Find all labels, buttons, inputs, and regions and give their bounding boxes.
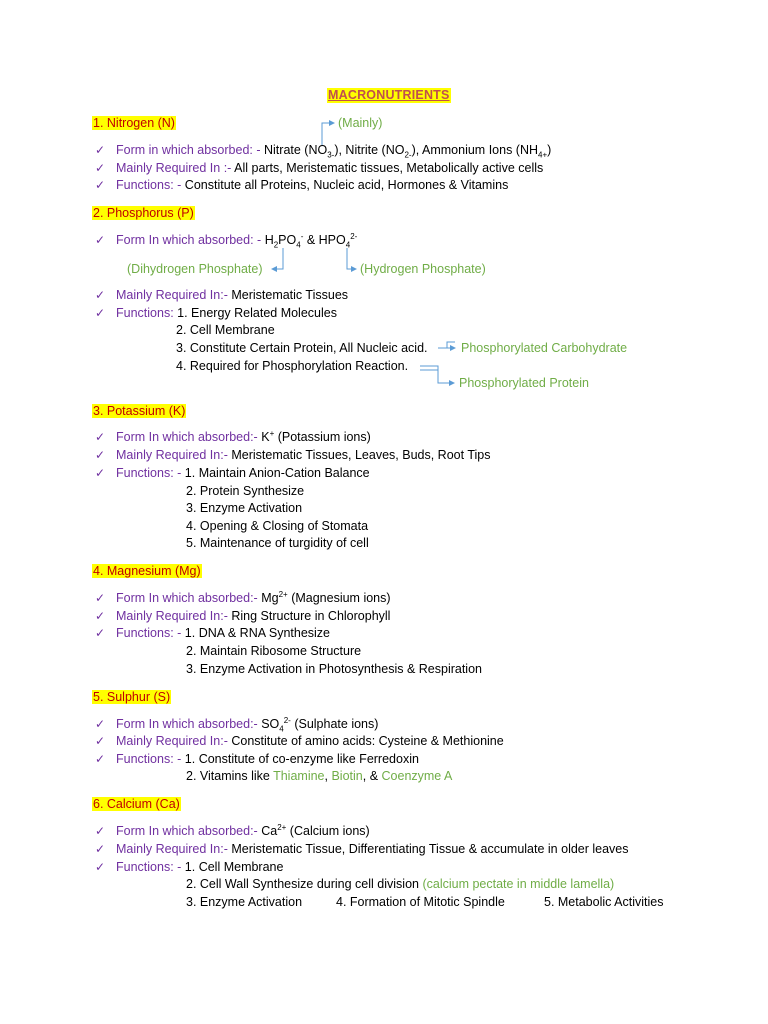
check-icon: ✓ [95, 448, 106, 462]
potassium-heading: 3. Potassium (K) [93, 404, 186, 418]
phosphorus-form-line: Form In which absorbed: - $H_2PO_4^-$ & $HPO_4^{2-}$ [116, 231, 358, 250]
check-icon: ✓ [95, 178, 106, 192]
check-icon: ✓ [95, 752, 106, 766]
phosphorus-function-item: 2. Cell Membrane [176, 323, 275, 337]
potassium-mainly-line: Mainly Required In:- Meristematic Tissues, Leaves, Buds, Root Tips [116, 448, 491, 462]
nitrogen-heading: 1. Nitrogen (N) [93, 116, 175, 130]
nitrogen-form-line: Form in which absorbed: - Nitrate $(NO_{3-})$, Nitrite $(NO_{2-})$, Ammonium Ions $(NH_{4+})$ [116, 143, 552, 160]
sulphur-function-item: 2. Vitamins like Thiamine, Biotin, & Coenzyme A [186, 769, 453, 783]
calcium-form-line: Form In which absorbed:- $Ca^{2+}$ (Calcium ions) [116, 822, 370, 838]
check-icon: ✓ [95, 734, 106, 748]
check-icon: ✓ [95, 306, 106, 320]
dihydrogen-phosphate-note: (Dihydrogen Phosphate) [127, 262, 263, 276]
magnesium-functions-label: Functions: - 1. DNA & RNA Synthesize [116, 626, 330, 640]
magnesium-mainly-line: Mainly Required In:- Ring Structure in Chlorophyll [116, 609, 391, 623]
phosphorylated-carbohydrate-note: Phosphorylated Carbohydrate [461, 341, 628, 355]
nitrogen-mainly-note: (Mainly) [338, 116, 383, 130]
calcium-function-item: 3. Enzyme Activation [186, 895, 303, 909]
check-icon: ✓ [95, 143, 106, 157]
check-icon: ✓ [95, 842, 106, 856]
sulphur-form-line: Form In which absorbed:- $SO_4^{2-}$ (Sulphate ions) [116, 715, 379, 734]
magnesium-function-item: 3. Enzyme Activation in Photosynthesis & Respiration [186, 662, 482, 676]
nitrogen-mainly-line: Mainly Required In :- All parts, Meristematic tissues, Metabolically active cells [116, 161, 544, 175]
potassium-form-line: Form In which absorbed:- K+ (Potassium ions) [116, 428, 371, 444]
calcium-heading: 6. Calcium (Ca) [93, 797, 180, 811]
check-icon: ✓ [95, 430, 106, 444]
calcium-function-item: 4. Formation of Mitotic Spindle [336, 895, 505, 909]
check-icon: ✓ [95, 609, 106, 623]
phosphorus-function-item: 4. Required for Phosphorylation Reaction. [176, 359, 409, 373]
sulphur-heading: 5. Sulphur (S) [93, 690, 171, 704]
calcium-mainly-line: Mainly Required In:- Meristematic Tissue, Differentiating Tissue & accumulate in older leaves [116, 842, 629, 856]
check-icon: ✓ [95, 860, 106, 874]
check-icon: ✓ [95, 233, 106, 247]
phosphorylated-protein-note: Phosphorylated Protein [459, 376, 589, 390]
page-title: MACRONUTRIENTS [328, 88, 450, 102]
check-icon: ✓ [95, 466, 106, 480]
dihydrogen-arrow [272, 248, 283, 269]
phosphorus-functions-label: Functions: 1. Energy Related Molecules [116, 306, 337, 320]
nitrogen-functions-line: Functions: - Constitute all Proteins, Nucleic acid, Hormones & Vitamins [116, 178, 509, 192]
magnesium-heading: 4. Magnesium (Mg) [93, 564, 201, 578]
sulphur-mainly-line: Mainly Required In:- Constitute of amino acids: Cysteine & Methionine [116, 734, 504, 748]
check-icon: ✓ [95, 717, 106, 731]
calcium-functions-label: Functions: - 1. Cell Membrane [116, 860, 284, 874]
check-icon: ✓ [95, 288, 106, 302]
sulphur-functions-label: Functions: - 1. Constitute of co-enzyme like Ferredoxin [116, 752, 419, 766]
protein-arrow [420, 366, 454, 383]
potassium-function-item: 5. Maintenance of turgidity of cell [186, 536, 369, 550]
magnesium-form-line: Form In which absorbed:- $Mg^{2+}$ (Magnesium ions) [116, 589, 391, 605]
calcium-function-item: 2. Cell Wall Synthesize during cell division (calcium pectate in middle lamella) [186, 877, 615, 891]
potassium-function-item: 3. Enzyme Activation [186, 501, 303, 515]
calcium-function-item: 5. Metabolic Activities [544, 895, 664, 909]
check-icon: ✓ [95, 161, 106, 175]
hydrogen-arrow [347, 248, 356, 269]
potassium-function-item: 4. Opening & Closing of Stomata [186, 519, 369, 533]
hydrogen-phosphate-note: (Hydrogen Phosphate) [360, 262, 486, 276]
magnesium-function-item: 2. Maintain Ribosome Structure [186, 644, 362, 658]
potassium-functions-label: Functions: - 1. Maintain Anion-Cation Balance [116, 466, 370, 480]
phosphorus-heading: 2. Phosphorus (P) [93, 206, 194, 220]
potassium-function-item: 2. Protein Synthesize [186, 484, 305, 498]
check-icon: ✓ [95, 591, 106, 605]
phosphorus-function-item: 3. Constitute Certain Protein, All Nucleic acid. [176, 341, 428, 355]
carbohydrate-arrow [438, 342, 455, 348]
phosphorus-mainly-line: Mainly Required In:- Meristematic Tissues [116, 288, 349, 302]
check-icon: ✓ [95, 824, 106, 838]
check-icon: ✓ [95, 626, 106, 640]
